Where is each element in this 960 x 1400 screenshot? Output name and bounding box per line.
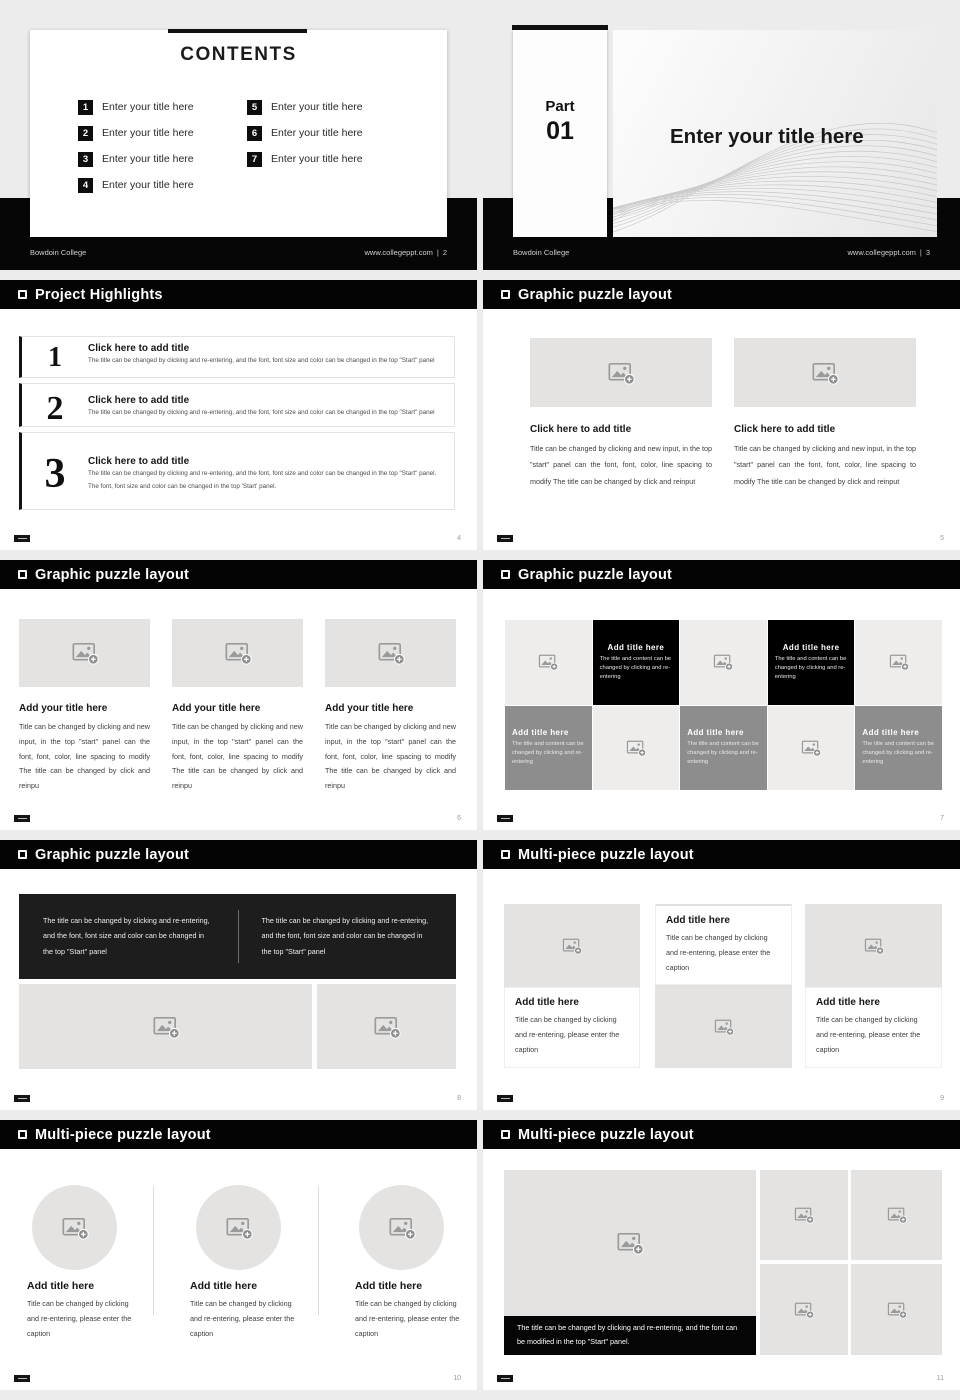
image-placeholder-icon: [886, 1299, 908, 1321]
image-placeholder: [19, 984, 312, 1069]
number-badge: 2: [78, 126, 93, 141]
footer-site: www.collegeppt.com: [364, 248, 433, 257]
card-text: Title can be changed by clicking and new input, in the top "start" panel can the font, font, color, line spacing to modify The title can be changed by click and reinput: [734, 444, 916, 486]
page-number: 9: [940, 1095, 944, 1102]
multipiece-card: [190, 1280, 300, 1341]
puzzle-card: [325, 619, 456, 794]
multipiece-card: [355, 1280, 465, 1341]
toc-item: [78, 172, 194, 198]
page-number: 3: [925, 248, 930, 257]
card-text: Title can be changed by clicking and new input, in the top "start" panel can the font, font, color, line spacing to modify The title can be changed by click and reinpu: [325, 722, 456, 791]
puzzle-tile-grid: [505, 620, 942, 790]
highlight-title: Click here to add title: [88, 343, 190, 354]
text-tile-dark: [768, 620, 855, 705]
part-label: Part: [545, 98, 575, 115]
slide-thumbnail-multipiece-grid[interactable]: [483, 1120, 960, 1390]
image-placeholder-icon: [863, 935, 885, 957]
card-title: Add title here: [816, 997, 880, 1008]
slide-title: Multi-piece puzzle layout: [35, 1126, 211, 1143]
tile-title: Add title here: [607, 642, 665, 652]
slide-thumbnail-part01[interactable]: [483, 0, 960, 270]
footer-site: www.collegeppt.com: [847, 248, 916, 257]
checkbox-icon: [18, 290, 27, 299]
image-placeholder-icon: [372, 1012, 402, 1042]
highlight-row: [19, 383, 455, 427]
image-placeholder-icon: [387, 1213, 417, 1243]
page-number: 2: [442, 248, 447, 257]
image-placeholder-icon: [712, 651, 734, 673]
slide-footer: [0, 248, 477, 257]
image-placeholder-icon: [800, 737, 822, 759]
image-placeholder: [760, 1264, 848, 1355]
card-text: Title can be changed by clicking and re-entering, please enter the caption: [666, 933, 771, 972]
slide-thumbnail-project-highlights[interactable]: [0, 280, 477, 550]
accent-bar: [168, 29, 307, 33]
image-placeholder-icon: [886, 1204, 908, 1226]
slide-title: Graphic puzzle layout: [518, 566, 673, 583]
text-tile-gray: [855, 706, 942, 791]
slide-footer: [483, 248, 960, 257]
card-text: Title can be changed by clicking and re-entering, please enter the caption: [816, 1015, 921, 1054]
card-text-block: [805, 987, 942, 1068]
image-placeholder: [734, 338, 916, 407]
tile-title: Add title here: [782, 642, 840, 652]
page-number: 10: [453, 1375, 461, 1382]
panel-text: The title can be changed by clicking and re-entering, and the font, font size and color can be changed in the top "Start" panel: [43, 916, 210, 956]
card-title: Add title here: [355, 1280, 423, 1292]
slide-thumbnail-multipiece-circles[interactable]: [0, 1120, 477, 1390]
highlight-number: 2: [46, 390, 64, 427]
image-placeholder: [504, 1170, 756, 1316]
section-title: Enter your title here: [670, 125, 864, 148]
card-text: Title can be changed by clicking and new input, in the top "start" panel can the font, font, color, line spacing to modify The title can be changed by click and reinput: [530, 444, 712, 486]
highlight-text: The title can be changed by clicking and re-entering, and the font, font size and color can be changed in the top "Start" panel: [88, 357, 435, 364]
checkbox-icon: [501, 850, 510, 859]
number-badge: 7: [247, 152, 262, 167]
puzzle-card: [172, 619, 303, 794]
checkbox-icon: [18, 1130, 27, 1139]
footer-brand: Bowdoin College: [513, 248, 570, 257]
checkbox-icon: [501, 1130, 510, 1139]
slide-header: [483, 280, 960, 309]
checkbox-icon: [501, 570, 510, 579]
slide-thumbnail-graphic-puzzle-grid[interactable]: [483, 560, 960, 830]
tile-text: The title and content can be changed by clicking and re-entering: [599, 655, 672, 680]
image-placeholder-icon: [223, 638, 253, 668]
image-placeholder: [325, 619, 456, 687]
slide-thumbnail-graphic-puzzle-3col[interactable]: [0, 560, 477, 830]
toc-item: [78, 120, 194, 146]
number-badge: 5: [247, 100, 262, 115]
image-placeholder-icon: [376, 638, 406, 668]
image-placeholder-icon: [537, 651, 559, 673]
highlight-title: Click here to add title: [88, 395, 190, 406]
card-title: Add your title here: [19, 703, 108, 714]
tile-text: The title and content can be changed by clicking and re-entering: [862, 741, 934, 766]
highlight-text: The title can be changed by clicking and re-entering, and the font, font size and color can be changed in the top "Start" panel. The font, font size and color can be changed in the top 'Start' panel.: [88, 470, 437, 490]
toc-item: [78, 94, 194, 120]
image-placeholder: [19, 619, 150, 687]
contents-card: [30, 30, 447, 237]
slide-title: Graphic puzzle layout: [518, 286, 673, 303]
number-badge: 4: [78, 178, 93, 193]
tile-text: The title and content can be changed by clicking and re-entering: [687, 741, 759, 766]
checkbox-icon: [18, 570, 27, 579]
number-badge: 6: [247, 126, 262, 141]
slide-title: Project Highlights: [35, 286, 163, 303]
section-graphic: [613, 30, 937, 237]
page-number: 5: [940, 535, 944, 542]
image-placeholder: [680, 620, 767, 705]
page-number: 6: [457, 815, 461, 822]
toc-label: Enter your title here: [102, 179, 194, 191]
image-placeholder-icon: [625, 737, 647, 759]
footer-logo-badge: [14, 1375, 30, 1382]
slide-header: [483, 1120, 960, 1149]
text-tile-gray: [680, 706, 767, 791]
slide-thumbnail-graphic-puzzle-banner[interactable]: [0, 840, 477, 1110]
page-number: 4: [457, 535, 461, 542]
image-placeholder-icon: [713, 1016, 735, 1038]
tile-title: Add title here: [512, 728, 569, 738]
image-placeholder: [505, 620, 592, 705]
footer-logo-badge: [497, 535, 513, 542]
image-placeholder-icon: [810, 358, 840, 388]
footer-logo-badge: [497, 1375, 513, 1382]
slide-thumbnail-multipiece-cards[interactable]: [483, 840, 960, 1110]
image-placeholder-icon: [606, 358, 636, 388]
card-title: Click here to add title: [734, 424, 836, 435]
tile-text: The title and content can be changed by clicking and re-entering: [512, 741, 584, 766]
image-placeholder-icon: [60, 1213, 90, 1243]
slide-thumbnail-graphic-puzzle-2col[interactable]: [483, 280, 960, 550]
image-placeholder: [851, 1170, 942, 1260]
tile-text: The title and content can be changed by clicking and re-entering: [774, 655, 847, 680]
footer-logo-badge: [497, 815, 513, 822]
slide-header: [0, 280, 477, 309]
card-title: Add title here: [27, 1280, 95, 1292]
slide-header: [483, 560, 960, 589]
slide-thumbnail-contents[interactable]: [0, 0, 477, 270]
toc-label: Enter your title here: [102, 127, 194, 139]
image-placeholder-icon: [70, 638, 100, 668]
page-number: 8: [457, 1095, 461, 1102]
footer-logo-badge: [14, 1095, 30, 1102]
image-placeholder: [593, 706, 680, 791]
image-placeholder: [851, 1264, 942, 1355]
toc-item: [78, 146, 194, 172]
multipiece-card: [504, 904, 640, 1068]
image-placeholder-icon: [615, 1228, 645, 1258]
card-text: Title can be changed by clicking and re-entering, please enter the caption: [515, 1015, 620, 1054]
slide-header: [0, 840, 477, 869]
image-placeholder: [530, 338, 712, 407]
part-number: 01: [546, 117, 574, 145]
image-placeholder-icon: [224, 1213, 254, 1243]
tile-title: Add title here: [687, 728, 744, 738]
card-text-block: [655, 904, 792, 985]
checkbox-icon: [18, 850, 27, 859]
toc-item: [247, 94, 363, 120]
image-placeholder: [504, 904, 640, 987]
toc-label: Enter your title here: [102, 101, 194, 113]
footer-brand: Bowdoin College: [30, 248, 87, 257]
slide-title: Multi-piece puzzle layout: [518, 846, 694, 863]
card-text: Title can be changed by clicking and re-entering, please enter the caption: [27, 1299, 132, 1338]
image-placeholder: [655, 985, 792, 1068]
image-placeholder: [855, 620, 942, 705]
puzzle-card: [734, 338, 916, 490]
text-tile-dark: [593, 620, 680, 705]
panel-divider: [238, 910, 239, 963]
card-text: Title can be changed by clicking and re-entering, please enter the caption: [190, 1299, 295, 1338]
wave-lines-graphic: [613, 72, 937, 237]
multipiece-card: [27, 1280, 137, 1341]
card-title: Add title here: [190, 1280, 258, 1292]
contents-title: CONTENTS: [180, 44, 297, 65]
image-placeholder-icon: [561, 935, 583, 957]
image-placeholder-icon: [151, 1012, 181, 1042]
image-placeholder: [805, 904, 942, 987]
caption-box: The title can be changed by clicking and re-entering, and the font can be modified in the top "Start" panel.: [504, 1316, 756, 1355]
footer-logo-badge: [497, 1095, 513, 1102]
card-title: Add title here: [666, 915, 730, 926]
image-placeholder: [196, 1185, 281, 1270]
image-placeholder: [317, 984, 456, 1069]
image-placeholder: [768, 706, 855, 791]
part-panel: [513, 30, 607, 237]
card-title: Add your title here: [325, 703, 414, 714]
highlight-text: The title can be changed by clicking and re-entering, and the font, font size and color can be changed in the top "Start" panel: [88, 409, 435, 416]
highlight-row: [19, 432, 455, 510]
slide-title: Multi-piece puzzle layout: [518, 1126, 694, 1143]
highlight-title: Click here to add title: [88, 456, 190, 467]
slide-title: Graphic puzzle layout: [35, 566, 190, 583]
dark-text-panel: [19, 894, 456, 979]
toc-item: [247, 146, 363, 172]
toc-label: Enter your title here: [102, 153, 194, 165]
highlight-number: 1: [48, 342, 62, 373]
image-placeholder: [172, 619, 303, 687]
card-text: Title can be changed by clicking and new input, in the top "start" panel can the font, font, color, line spacing to modify The title can be changed by click and reinpu: [19, 722, 150, 791]
panel-text: The title can be changed by clicking and re-entering, and the font, font size and color can be changed in the top "Start" panel: [261, 916, 429, 956]
multipiece-card: [655, 904, 792, 1068]
multipiece-card: [805, 904, 942, 1068]
card-title: Click here to add title: [530, 424, 632, 435]
number-badge: 1: [78, 100, 93, 115]
number-badge: 3: [78, 152, 93, 167]
puzzle-card: [19, 619, 150, 794]
column-divider: [318, 1186, 319, 1315]
tile-title: Add title here: [862, 728, 920, 738]
page-number: 11: [936, 1375, 944, 1382]
toc-label: Enter your title here: [271, 101, 363, 113]
toc-item: [247, 120, 363, 146]
slide-header: [483, 840, 960, 869]
card-title: Add title here: [515, 997, 579, 1008]
image-placeholder: [760, 1170, 848, 1260]
footer-logo-badge: [14, 535, 30, 542]
image-placeholder: [32, 1185, 117, 1270]
slide-header: [0, 560, 477, 589]
toc-label: Enter your title here: [271, 127, 363, 139]
slide-title: Graphic puzzle layout: [35, 846, 190, 863]
highlight-number: 3: [44, 451, 66, 497]
footer-separator: |: [436, 248, 439, 257]
slide-header: [0, 1120, 477, 1149]
image-placeholder-icon: [888, 651, 910, 673]
column-divider: [153, 1186, 154, 1315]
toc-label: Enter your title here: [271, 153, 363, 165]
card-text: Title can be changed by clicking and re-entering, please enter the caption: [355, 1299, 460, 1338]
card-title: Add your title here: [172, 703, 261, 714]
image-placeholder-icon: [793, 1204, 815, 1226]
footer-logo-badge: [14, 815, 30, 822]
text-tile-gray: [505, 706, 592, 791]
puzzle-card: [530, 338, 712, 490]
highlight-row: [19, 336, 455, 378]
image-placeholder: [359, 1185, 444, 1270]
footer-separator: |: [919, 248, 922, 257]
card-text: Title can be changed by clicking and new input, in the top "start" panel can the font, font, color, line spacing to modify The title can be changed by click and reinpu: [172, 722, 303, 791]
page-number: 7: [940, 815, 944, 822]
image-placeholder-icon: [793, 1299, 815, 1321]
checkbox-icon: [501, 290, 510, 299]
card-text-block: [504, 987, 640, 1068]
